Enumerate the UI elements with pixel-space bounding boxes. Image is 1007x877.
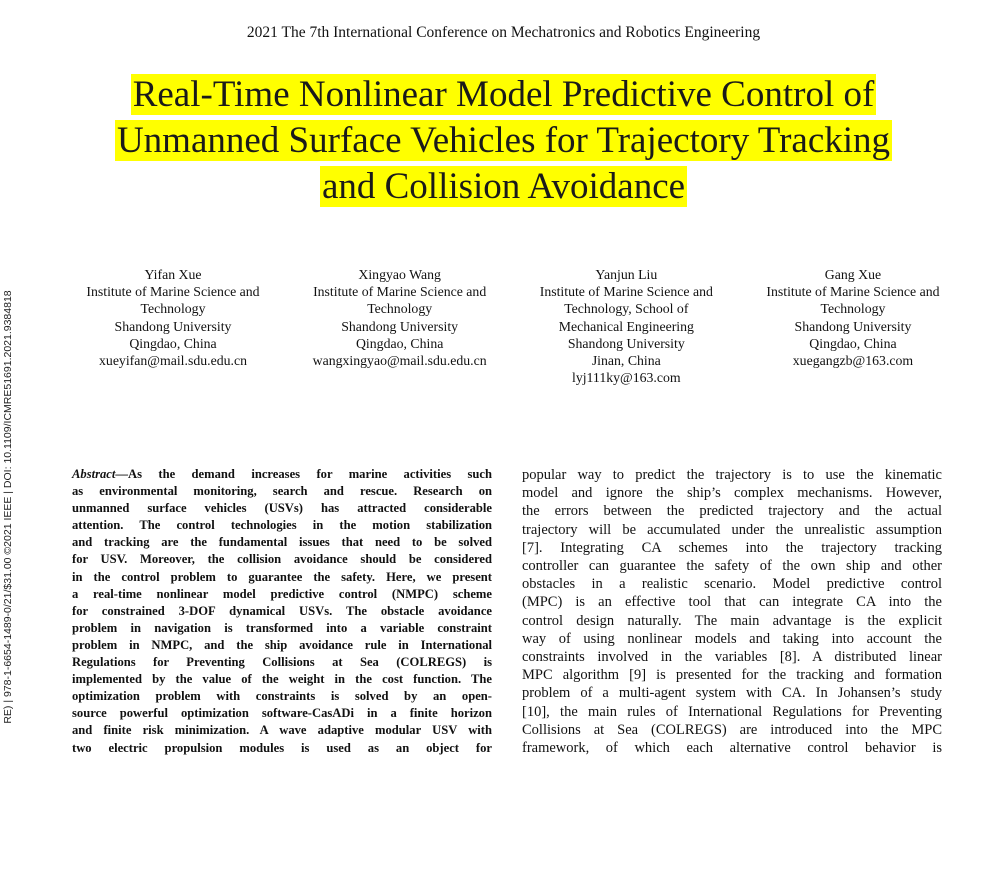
author-list bbox=[68, 266, 958, 386]
author-block bbox=[748, 266, 958, 386]
author-name: Xingyao Wang bbox=[358, 267, 441, 282]
abstract-line: Abstract—As the demand increases for marine activities such bbox=[72, 467, 492, 481]
abstract-line: for constrained 3-DOF dynamical USVs. The obstacle avoidance bbox=[72, 603, 492, 618]
author-location: Jinan, China bbox=[591, 353, 661, 369]
body-line: controller can guarantee the safety of the own ship and other bbox=[522, 558, 942, 575]
body-line: constraints involved in the variables [8]. A distributed linear bbox=[522, 649, 942, 666]
body-text-column bbox=[522, 466, 942, 757]
author-affiliation: Technology, School of bbox=[564, 301, 689, 317]
author-affiliation: Technology bbox=[140, 301, 206, 317]
body-line: control design naturally. The main advantage is the explicit bbox=[522, 612, 942, 629]
abstract-line: and tracking are the fundamental issues that need to be solved bbox=[72, 535, 492, 550]
body-line: the errors between the predicted trajectory and the actual bbox=[522, 503, 942, 520]
author-block bbox=[521, 266, 731, 386]
author-location: Qingdao, China bbox=[129, 335, 217, 351]
author-affiliation: Institute of Marine Science and bbox=[313, 284, 487, 300]
body-line: trajectory will be accumulated under the unrealistic assumption bbox=[522, 521, 942, 538]
body-line: MPC algorithm [9] is presented for the tracking and formation bbox=[522, 667, 942, 684]
author-email: wangxingyao@mail.sdu.edu.cn bbox=[312, 353, 487, 369]
author-name: Gang Xue bbox=[824, 267, 882, 282]
author-affiliation: Shandong University bbox=[341, 318, 459, 334]
author-affiliation: Technology bbox=[367, 301, 433, 317]
author-affiliation: Shandong University bbox=[567, 335, 685, 351]
author-name: Yanjun Liu bbox=[595, 267, 658, 282]
body-line: [10], the main rules of International Regulations for Preventing bbox=[522, 703, 942, 720]
body-line: model and ignore the ship’s complex mechanisms. However, bbox=[522, 485, 942, 502]
author-block bbox=[68, 266, 278, 386]
author-affiliation: Shandong University bbox=[794, 318, 912, 334]
doi-side-strip: RE) | 978-1-6654-1489-0/21/$31.00 ©2021 IEEE | DOI: 10.1109/ICMRE51691.2021.9384818 bbox=[2, 290, 14, 724]
abstract-line: in the control problem to guarantee the safety. Here, we present bbox=[72, 569, 492, 584]
abstract-heading: Abstract bbox=[72, 467, 116, 481]
paper-title bbox=[40, 72, 967, 210]
author-email: lyj111ky@163.com bbox=[571, 370, 681, 386]
author-name: Yifan Xue bbox=[144, 267, 202, 282]
abstract-line: as environmental monitoring, search and rescue. Research on bbox=[72, 484, 492, 499]
abstract-line: two electric propulsion modules is used as an object for bbox=[72, 740, 492, 755]
author-affiliation: Institute of Marine Science and bbox=[539, 284, 713, 300]
author-affiliation: Institute of Marine Science and bbox=[86, 284, 260, 300]
abstract-line: problem in NMPC, and the ship avoidance rule in International bbox=[72, 637, 492, 652]
title-line: Real-Time Nonlinear Model Predictive Control of bbox=[132, 74, 875, 115]
body-line: popular way to predict the trajectory is to use the kinematic bbox=[522, 467, 942, 483]
abstract bbox=[72, 466, 492, 757]
author-affiliation: Technology bbox=[820, 301, 886, 317]
body-line: (MPC) is an effective tool that can integrate CA into the bbox=[522, 594, 942, 611]
author-affiliation: Mechanical Engineering bbox=[558, 318, 694, 334]
author-email: xuegangzb@163.com bbox=[792, 353, 914, 369]
abstract-line: and finite risk minimization. A wave adaptive modular USV with bbox=[72, 723, 492, 738]
author-affiliation: Shandong University bbox=[114, 318, 232, 334]
author-location: Qingdao, China bbox=[809, 335, 897, 351]
abstract-line: implemented by the value of the weight in the cost function. The bbox=[72, 672, 492, 687]
abstract-line: source powerful optimization software-CasADi in a finite horizon bbox=[72, 706, 492, 721]
abstract-line: unmanned surface vehicles (USVs) has attracted considerable bbox=[72, 501, 492, 516]
author-location: Qingdao, China bbox=[355, 335, 444, 351]
author-affiliation: Institute of Marine Science and bbox=[766, 284, 940, 300]
conference-header: 2021 The 7th International Conference on Mechatronics and Robotics Engineering bbox=[246, 24, 761, 41]
author-email: xueyifan@mail.sdu.edu.cn bbox=[99, 353, 247, 369]
author-block bbox=[295, 266, 505, 386]
title-line: and Collision Avoidance bbox=[321, 166, 686, 207]
abstract-line: optimization problem with constraints is solved by an open- bbox=[72, 689, 492, 704]
abstract-line: attention. The control technologies in the motion stabilization bbox=[72, 518, 492, 533]
body-line: framework, of which each alternative control behavior is bbox=[522, 740, 942, 757]
abstract-line: problem in navigation is transformed into a variable constraint bbox=[72, 620, 492, 635]
body-line: [7]. Integrating CA schemes into the trajectory tracking bbox=[522, 539, 942, 556]
body-line: Collisions at Sea (COLREGS) are introduced into the MPC bbox=[522, 721, 942, 738]
abstract-line: a real-time nonlinear model predictive control (NMPC) scheme bbox=[72, 586, 492, 601]
body-line: problem of a multi-agent system with CA. In Johansen’s study bbox=[522, 685, 942, 702]
body-line: way of using nonlinear models and taking into account the bbox=[522, 630, 942, 647]
abstract-line: Regulations for Preventing Collisions at Sea (COLREGS) is bbox=[72, 655, 492, 670]
abstract-line: for USV. Moreover, the collision avoidance should be considered bbox=[72, 552, 492, 567]
body-line: obstacles in a realistic scenario. Model predictive control bbox=[522, 576, 942, 593]
title-line: Unmanned Surface Vehicles for Trajectory Tracking bbox=[116, 120, 891, 161]
